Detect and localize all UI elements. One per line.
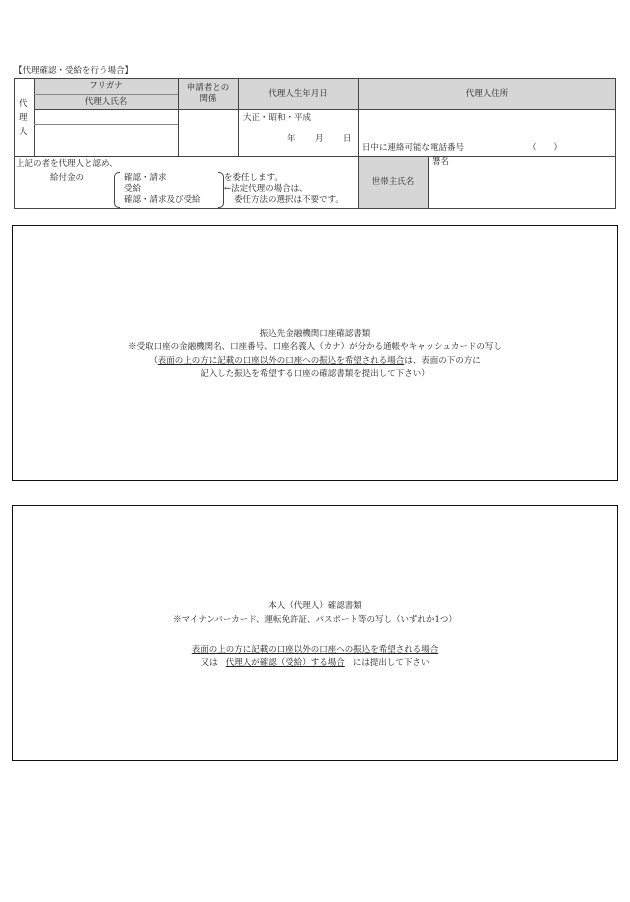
bank-document-box: [12, 225, 618, 481]
entrust-text: を委任します。: [224, 173, 283, 183]
agent-side-label-3: 人: [19, 127, 28, 137]
section-title: 【代理確認・受給を行う場合】: [14, 66, 134, 76]
agent-side-label-1: 代: [19, 99, 28, 109]
era-options[interactable]: 大正・昭和・平成: [243, 113, 312, 123]
bank-box-line2: [13, 356, 617, 367]
signature-label: 署名: [432, 157, 450, 167]
phone-label: 日中に連絡可能な電話番号: [362, 143, 465, 153]
agent-name-label: 代理人氏名: [84, 97, 128, 107]
id-box-line3-suffix: には提出して下さい: [352, 658, 430, 668]
option-confirm-request[interactable]: 確認・請求: [124, 173, 167, 183]
id-box-line2-underlined: 表面の上の方に記載の口座以外の口座への振込を希望される場合: [191, 645, 439, 655]
bank-box-line2-rest: は、表面の下の方に: [404, 356, 481, 366]
furigana-field[interactable]: [35, 110, 177, 123]
id-document-box: [12, 505, 618, 761]
bank-box-line3: 記入した振込を希望する口座の確認書類を提出して下さい）: [200, 369, 430, 379]
bank-box-title: 振込先金融機関口座確認書類: [259, 329, 371, 339]
id-box-line2: [13, 645, 617, 656]
id-box-line1: ※マイナンバーカード、運転免許証、パスポート等の写し（いずれか1つ）: [173, 615, 457, 625]
id-box-line3: [13, 658, 617, 669]
relationship-label-line1: 申請者との: [186, 83, 230, 93]
address-label: 代理人住所: [465, 89, 509, 99]
day-label: 日: [343, 134, 352, 144]
furigana-label: フリガナ: [89, 81, 123, 91]
legal-note-line2: 委任方法の選択は不要です。: [234, 195, 344, 205]
id-box-line3-prefix: 又は: [200, 658, 218, 668]
delegation-intro: 上記の者を代理人と認め、: [16, 159, 118, 169]
relationship-label-line2: 関係: [199, 94, 217, 104]
bank-box-line2-underlined: 表面の上の方に記載の口座以外の口座への振込を希望される場合: [157, 356, 405, 366]
option-receive[interactable]: 受給: [124, 184, 142, 194]
option-confirm-request-receive[interactable]: 確認・請求及び受給: [124, 195, 201, 205]
benefit-label: 給付金の: [50, 173, 85, 183]
bank-box-line1: ※受取口座の金融機関名、口座番号、口座名義人（カナ）が分かる通帳やキャッシュカードの写し: [128, 342, 502, 352]
id-box-line3-underlined: 代理人が確認（受給）する場合: [225, 658, 345, 668]
phone-parentheses[interactable]: （ ）: [528, 143, 563, 153]
year-label: 年: [287, 134, 296, 144]
bank-box-line2-open: （: [149, 356, 158, 366]
id-box-title: 本人（代理人）確認書類: [268, 601, 362, 611]
household-head-label: 世帯主氏名: [371, 177, 415, 187]
agent-side-label-2: 理: [19, 113, 28, 123]
month-label: 月: [315, 134, 324, 144]
signature-field[interactable]: [429, 168, 615, 208]
birth-date-label: 代理人生年月日: [268, 89, 328, 99]
address-field[interactable]: [359, 110, 615, 140]
legal-note-line1: ←法定代理の場合は、: [224, 184, 308, 194]
relationship-field[interactable]: [179, 110, 237, 155]
agent-name-field[interactable]: [35, 125, 177, 155]
options-left-bracket: [114, 172, 120, 208]
